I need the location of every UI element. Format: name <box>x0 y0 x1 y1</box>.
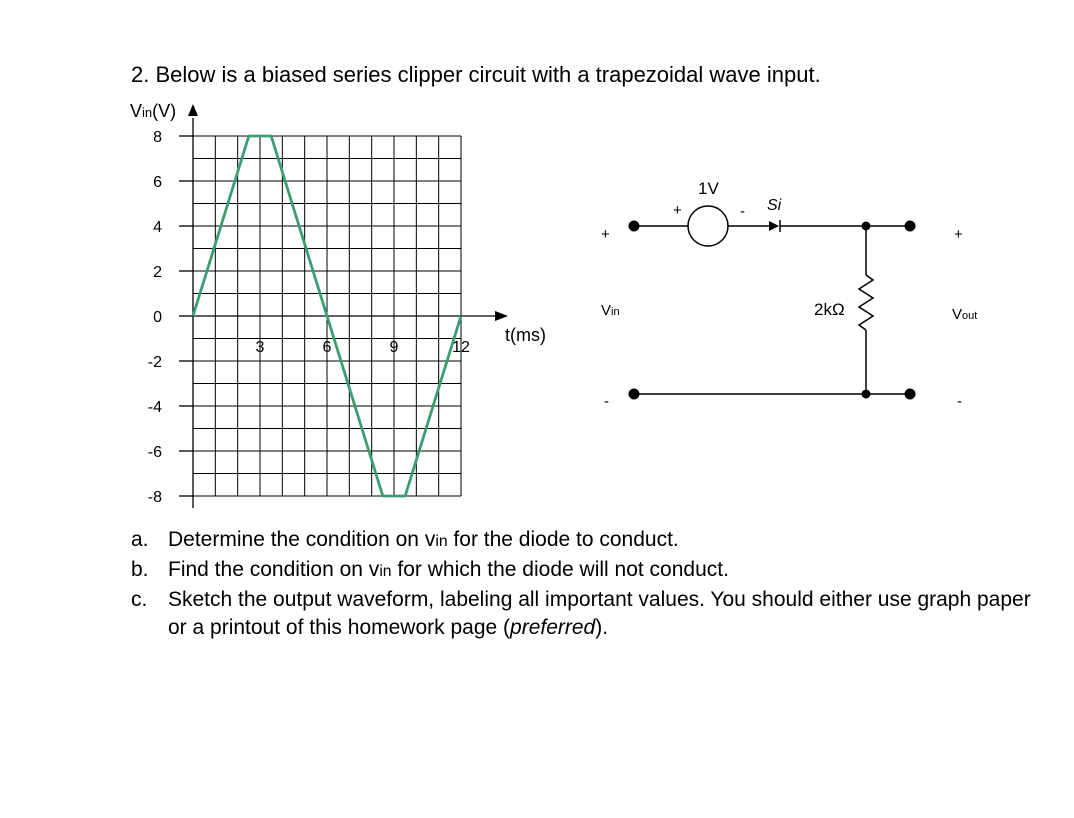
junction-top-node <box>862 222 871 231</box>
vout-label-sub: out <box>962 310 978 322</box>
output-bottom-terminal <box>905 389 916 400</box>
part-c-emphasis: preferred <box>510 616 596 639</box>
y-tick-label: -8 <box>147 489 162 506</box>
input-top-terminal <box>629 221 640 232</box>
y-axis-label-unit: (V) <box>152 101 177 121</box>
part-b-sub: in <box>379 563 392 580</box>
voltage-source-icon <box>688 206 728 246</box>
y-tick-label: -6 <box>147 444 162 461</box>
input-plus-sign: + <box>601 226 610 243</box>
part-c-before: Sketch the output waveform, labeling all important values. You should either use graph paper or a printout of this homework page ( <box>168 588 1031 639</box>
question-text: Below is a biased series clipper circuit with a trapezoidal wave input. <box>155 62 821 87</box>
x-tick-label: 12 <box>452 339 470 356</box>
y-tick-label: -2 <box>147 354 162 371</box>
y-tick-label: 8 <box>153 129 162 146</box>
waveform-graph <box>130 101 546 508</box>
y-tick-label: 6 <box>153 174 162 191</box>
diode-label: Si <box>767 197 782 214</box>
circuit-nodes <box>629 221 916 400</box>
y-tick-label: 2 <box>153 264 162 281</box>
x-tick-label: 6 <box>322 339 332 356</box>
part-a-before: Determine the condition on v <box>168 528 436 551</box>
part-a-letter: a. <box>131 528 149 551</box>
y-tick-label: -4 <box>147 399 162 416</box>
ticks <box>148 129 470 506</box>
source-plus-sign: + <box>673 202 682 219</box>
resistor-label: 2kΩ <box>814 300 845 319</box>
vout-label <box>952 306 977 323</box>
source-minus-sign: - <box>740 203 745 220</box>
x-tick-label: 9 <box>389 339 399 356</box>
part-c-text <box>168 586 1038 642</box>
y-axis-label-sub: in <box>142 105 153 120</box>
y-tick-label: 4 <box>153 219 162 236</box>
output-minus-sign: - <box>957 393 962 410</box>
x-axis-label: t(ms) <box>505 325 546 345</box>
diode-icon <box>769 221 779 231</box>
x-tick-label: 3 <box>255 339 265 356</box>
part-a <box>131 526 1038 556</box>
input-bottom-terminal <box>629 389 640 400</box>
part-b-before: Find the condition on v <box>168 558 380 581</box>
x-axis-arrow-icon <box>495 311 508 321</box>
part-a-text <box>168 526 679 556</box>
source-voltage-label: 1V <box>698 179 719 198</box>
part-a-sub: in <box>435 533 448 550</box>
question-number: 2. <box>131 62 150 87</box>
resistor-icon <box>859 275 873 330</box>
part-c <box>131 586 1038 642</box>
output-plus-sign: + <box>954 226 963 243</box>
part-c-letter: c. <box>131 588 148 611</box>
y-tick-label: 0 <box>153 309 162 326</box>
part-b-letter: b. <box>131 558 149 581</box>
part-b-text <box>168 556 729 586</box>
output-top-terminal <box>905 221 916 232</box>
part-a-after: for the diode to conduct. <box>447 528 679 551</box>
question-parts <box>131 526 1038 642</box>
junction-bottom-node <box>862 390 871 399</box>
circuit-schematic <box>634 206 910 394</box>
part-b <box>131 556 1038 586</box>
vin-label-main: V <box>601 302 612 319</box>
input-minus-sign: - <box>604 393 609 410</box>
vin-label-sub: in <box>611 306 620 318</box>
vin-label <box>601 302 620 319</box>
vout-label-main: V <box>952 306 963 323</box>
y-axis-label-main: V <box>130 101 143 121</box>
y-axis-arrow-icon <box>188 104 198 116</box>
part-b-after: for which the diode will not conduct. <box>391 558 729 581</box>
circuit-labels <box>601 179 977 410</box>
part-c-after: ). <box>595 616 609 639</box>
y-axis-label <box>130 101 176 121</box>
